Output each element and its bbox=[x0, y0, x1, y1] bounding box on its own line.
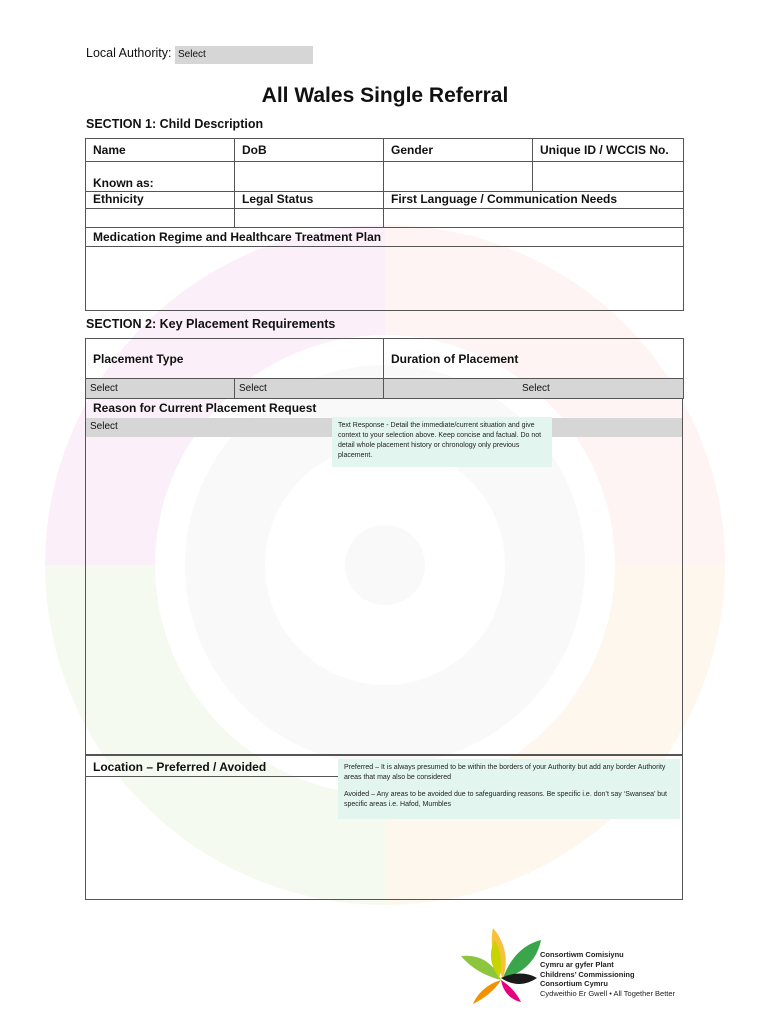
name-header: Name bbox=[86, 139, 235, 162]
first-language-header: First Language / Communication Needs bbox=[384, 192, 684, 209]
reason-select[interactable]: Select bbox=[86, 418, 682, 437]
consortium-logo-icon bbox=[455, 920, 545, 1010]
medication-header: Medication Regime and Healthcare Treatment Plan bbox=[86, 228, 684, 247]
logo-line-2: Cymru ar gyfer Plant bbox=[540, 959, 614, 969]
ethnicity-field[interactable] bbox=[86, 209, 235, 228]
duration-select[interactable]: Select bbox=[384, 379, 684, 399]
location-note-preferred: Preferred – It is always presumed to be within the borders of your Authority but add any border Authority areas that may also be considered bbox=[344, 764, 666, 781]
consortium-logo-text bbox=[540, 950, 675, 999]
logo-line-1: Consortiwm Comisiynu bbox=[540, 950, 624, 959]
legal-status-field[interactable] bbox=[235, 209, 384, 228]
section2-heading: SECTION 2: Key Placement Requirements bbox=[86, 317, 336, 331]
location-note bbox=[338, 759, 680, 819]
reason-header: Reason for Current Placement Request bbox=[93, 401, 317, 415]
page-title: All Wales Single Referral bbox=[261, 84, 509, 107]
dob-header: DoB bbox=[235, 139, 384, 162]
reason-note: Text Response - Detail the immediate/current situation and give context to your selection above. Keep concise and factual. Do not detail whole placement history or chronology only previous placement. bbox=[332, 417, 552, 467]
unique-id-header: Unique ID / WCCIS No. bbox=[533, 139, 684, 162]
placement-table bbox=[85, 338, 684, 399]
local-authority-select[interactable]: Select bbox=[175, 46, 313, 64]
location-field[interactable] bbox=[86, 822, 682, 898]
known-as-field[interactable]: Known as: bbox=[86, 162, 235, 192]
legal-status-header: Legal Status bbox=[235, 192, 384, 209]
logo-tagline: Cydweithio Er Gwell • All Together Better bbox=[540, 989, 676, 999]
placement-type-select-2[interactable]: Select bbox=[235, 379, 384, 399]
gender-field[interactable] bbox=[384, 162, 533, 192]
child-description-table bbox=[85, 138, 684, 311]
placement-type-select-1[interactable]: Select bbox=[86, 379, 235, 399]
logo-line-4: Consortium Cymru bbox=[540, 979, 608, 989]
dob-field[interactable] bbox=[235, 162, 384, 192]
reason-field[interactable] bbox=[86, 440, 682, 754]
ethnicity-header: Ethnicity bbox=[86, 192, 235, 209]
unique-id-field[interactable] bbox=[533, 162, 684, 192]
first-language-field[interactable] bbox=[384, 209, 684, 228]
placement-type-header: Placement Type bbox=[86, 339, 384, 379]
section1-heading: SECTION 1: Child Description bbox=[86, 117, 264, 131]
duration-header: Duration of Placement bbox=[384, 339, 684, 379]
local-authority-label: Local Authority: bbox=[86, 46, 172, 60]
location-header-divider bbox=[85, 776, 338, 777]
gender-header: Gender bbox=[384, 139, 533, 162]
logo-line-3: Childrens’ Commissioning bbox=[540, 969, 635, 979]
medication-field[interactable] bbox=[86, 247, 684, 311]
location-note-avoided: Avoided – Any areas to be avoided due to safeguarding reasons. Be specific i.e. don’t say ‘Swansea’ but specific areas i.e. Hafod, Mumbles bbox=[344, 791, 667, 808]
location-header: Location – Preferred / Avoided bbox=[93, 760, 267, 774]
